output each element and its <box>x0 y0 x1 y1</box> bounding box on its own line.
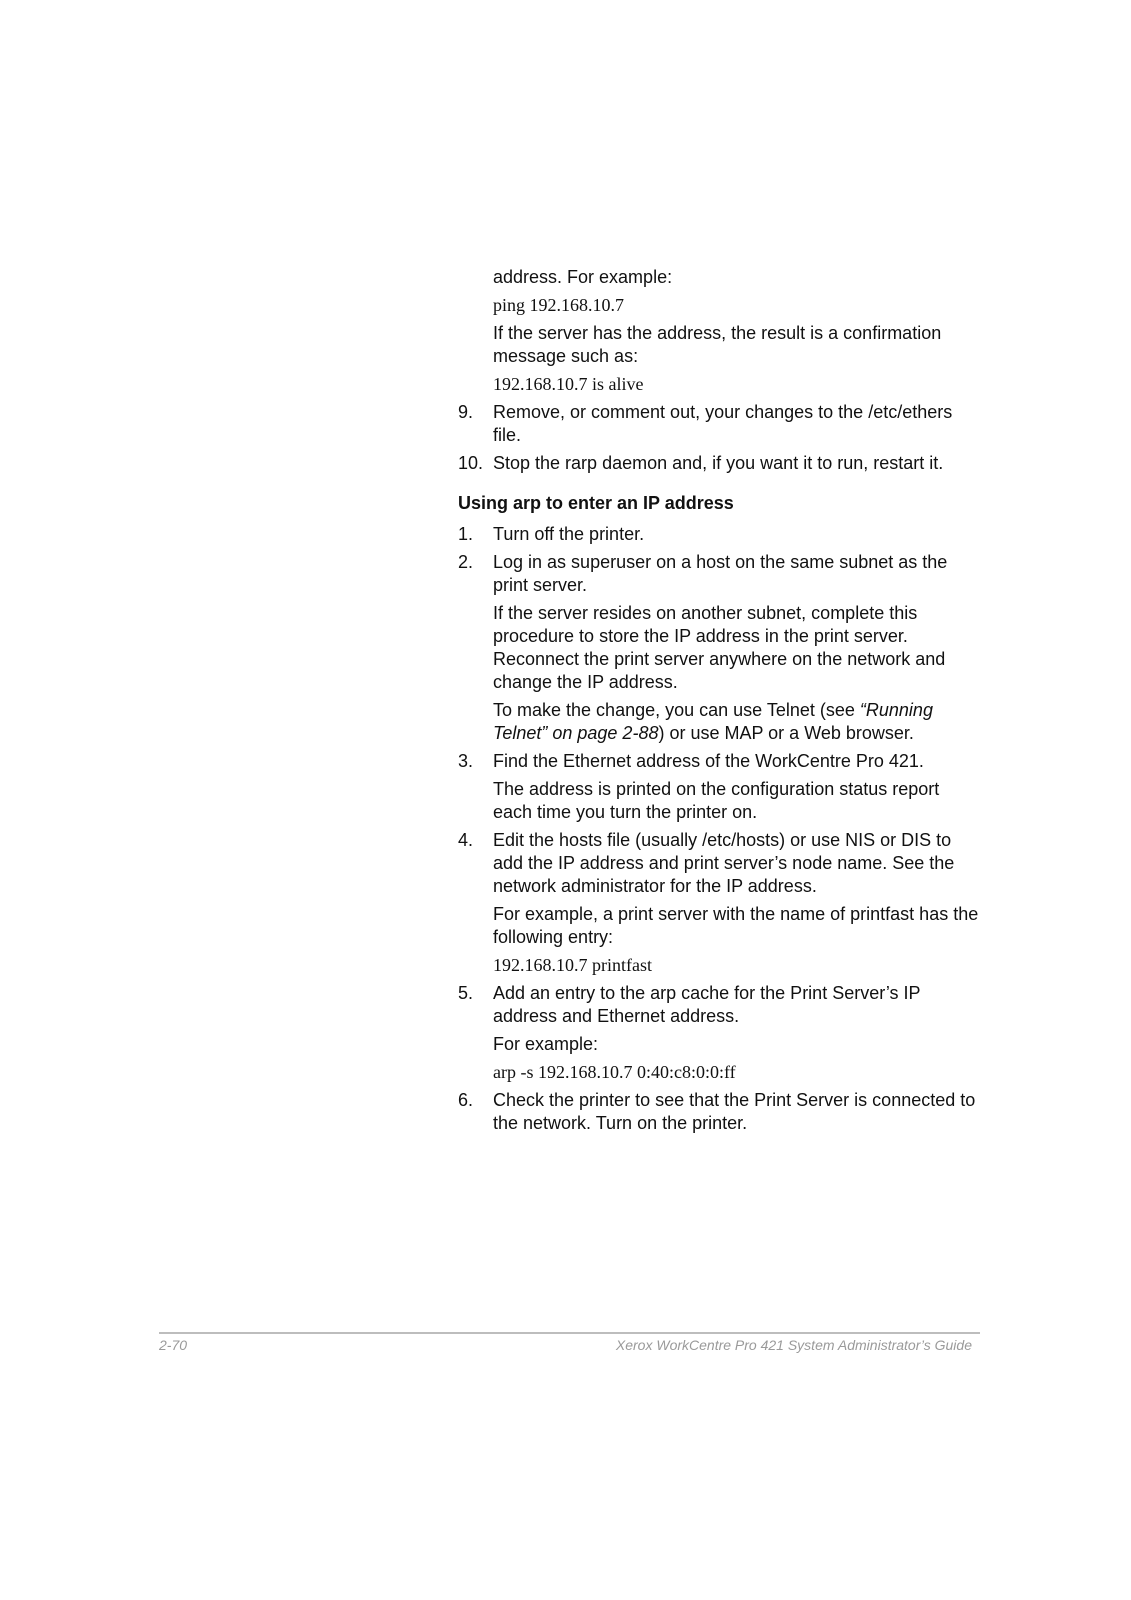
step2-telnet-paragraph <box>493 699 983 745</box>
step-number: 6. <box>458 1090 474 1110</box>
step-number: 4. <box>458 830 474 850</box>
step-text: Add an entry to the arp cache for the Print Server’s IP address and Ethernet address. <box>493 983 921 1026</box>
telnet-text-before: To make the change, you can use Telnet (see <box>493 700 860 720</box>
list-item-10 <box>458 452 983 475</box>
command-hosts-entry: 192.168.10.7 printfast <box>493 955 652 975</box>
intro-text: address. For example: <box>493 267 673 287</box>
step-text: Find the Ethernet address of the WorkCentre Pro 421. <box>493 751 924 771</box>
step-number: 1. <box>458 524 474 544</box>
step2-paragraph: If the server resides on another subnet, complete this procedure to store the IP address in the print server. Reconnect the print server anywhere on the network and change the IP address. <box>493 603 946 692</box>
confirm-paragraph: If the server has the address, the result is a confirmation message such as: <box>493 323 942 366</box>
step-number: 2. <box>458 552 474 572</box>
step-number: 9. <box>458 402 474 422</box>
list-item-3 <box>458 750 983 773</box>
step4-paragraph: For example, a print server with the name of printfast has the following entry: <box>493 904 979 947</box>
step-number: 3. <box>458 751 474 771</box>
command-ping: ping 192.168.10.7 <box>493 295 625 315</box>
step-text: Remove, or comment out, your changes to the /etc/ethers file. <box>493 402 953 445</box>
telnet-cross-reference-link[interactable]: “Running Telnet” on page 2-88 <box>493 700 933 743</box>
list-item-6 <box>458 1089 983 1135</box>
list-item-4 <box>458 829 983 898</box>
telnet-text-after: ) or use MAP or a Web browser. <box>658 723 914 743</box>
step5-paragraph: For example: <box>493 1034 599 1054</box>
step3-paragraph: The address is printed on the configuration status report each time you turn the printer on. <box>493 779 940 822</box>
footer-page-number: 2-70 <box>159 1337 188 1353</box>
list-item-2 <box>458 551 983 597</box>
step-number: 5. <box>458 983 474 1003</box>
list-item-1 <box>458 523 983 546</box>
section-heading: Using arp to enter an IP address <box>458 493 734 513</box>
step-text: Turn off the printer. <box>493 524 645 544</box>
list-item-9 <box>458 401 983 447</box>
footer-divider <box>159 1332 980 1334</box>
page-content <box>458 266 983 1140</box>
step-text: Check the printer to see that the Print Server is connected to the network. Turn on the printer. <box>493 1090 976 1133</box>
footer-guide-title: Xerox WorkCentre Pro 421 System Administrator’s Guide <box>615 1337 972 1353</box>
step-text: Log in as superuser on a host on the same subnet as the print server. <box>493 552 948 595</box>
list-item-5 <box>458 982 983 1028</box>
step-text: Stop the rarp daemon and, if you want it to run, restart it. <box>493 453 944 473</box>
command-alive: 192.168.10.7 is alive <box>493 374 644 394</box>
step-text: Edit the hosts file (usually /etc/hosts) or use NIS or DIS to add the IP address and print server’s node name. See the network administrator for the IP address. <box>493 830 955 896</box>
step-number: 10. <box>458 453 484 473</box>
command-arp: arp -s 192.168.10.7 0:40:c8:0:0:ff <box>493 1062 736 1082</box>
